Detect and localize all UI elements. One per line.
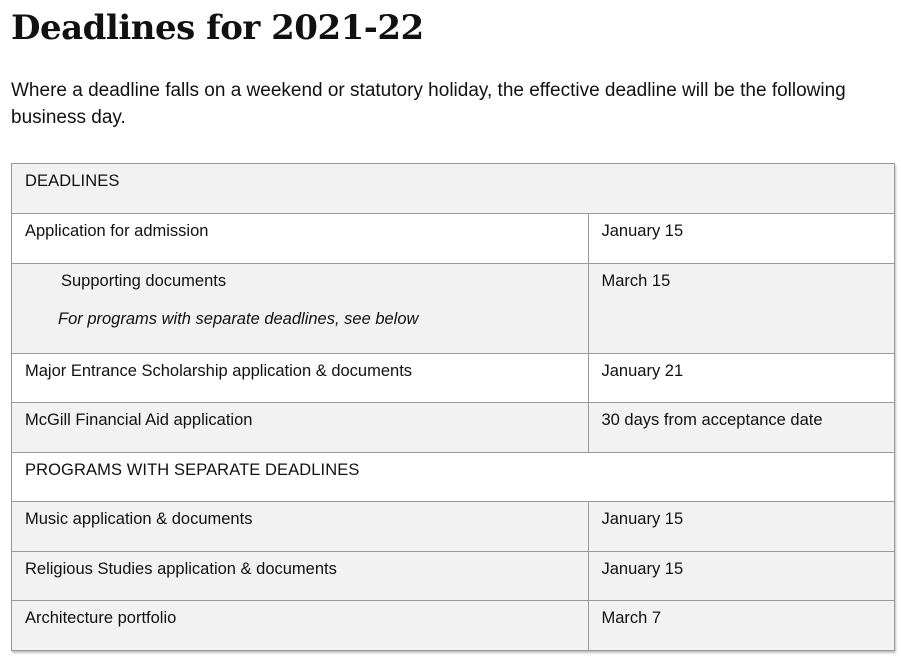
table-row — [12, 403, 894, 453]
section-heading-deadlines: DEADLINES — [12, 164, 894, 214]
row-item: Music application & documents — [12, 502, 588, 552]
section-header-row — [12, 164, 894, 214]
row-note: For programs with separate deadlines, see below — [58, 309, 419, 328]
intro-paragraph: Where a deadline falls on a weekend or statutory holiday, the effective deadline will be the following business day. — [11, 80, 846, 128]
row-date: March 15 — [588, 263, 894, 353]
page-title: Deadlines for 2021-22 — [11, 8, 424, 48]
row-date: January 21 — [588, 353, 894, 403]
section-heading-separate-deadlines: PROGRAMS WITH SEPARATE DEADLINES — [12, 452, 894, 502]
row-date: January 15 — [588, 502, 894, 552]
table-row — [12, 601, 894, 651]
table-row — [12, 353, 894, 403]
row-item: Religious Studies application & documents — [12, 551, 588, 601]
row-date: 30 days from acceptance date — [588, 403, 894, 453]
row-date: March 7 — [588, 601, 894, 651]
table-row — [12, 551, 894, 601]
row-item: McGill Financial Aid application — [12, 403, 588, 453]
deadlines-table — [11, 163, 895, 651]
row-item: Major Entrance Scholarship application & documents — [12, 353, 588, 403]
row-date: January 15 — [588, 551, 894, 601]
table-row — [12, 263, 894, 353]
row-item: Architecture portfolio — [12, 601, 588, 651]
row-item: Application for admission — [12, 214, 588, 264]
row-item-cell — [12, 263, 588, 353]
table-row — [12, 502, 894, 552]
table-row — [12, 214, 894, 264]
row-item: Supporting documents — [61, 271, 227, 290]
section-header-row — [12, 452, 894, 502]
row-date: January 15 — [588, 214, 894, 264]
